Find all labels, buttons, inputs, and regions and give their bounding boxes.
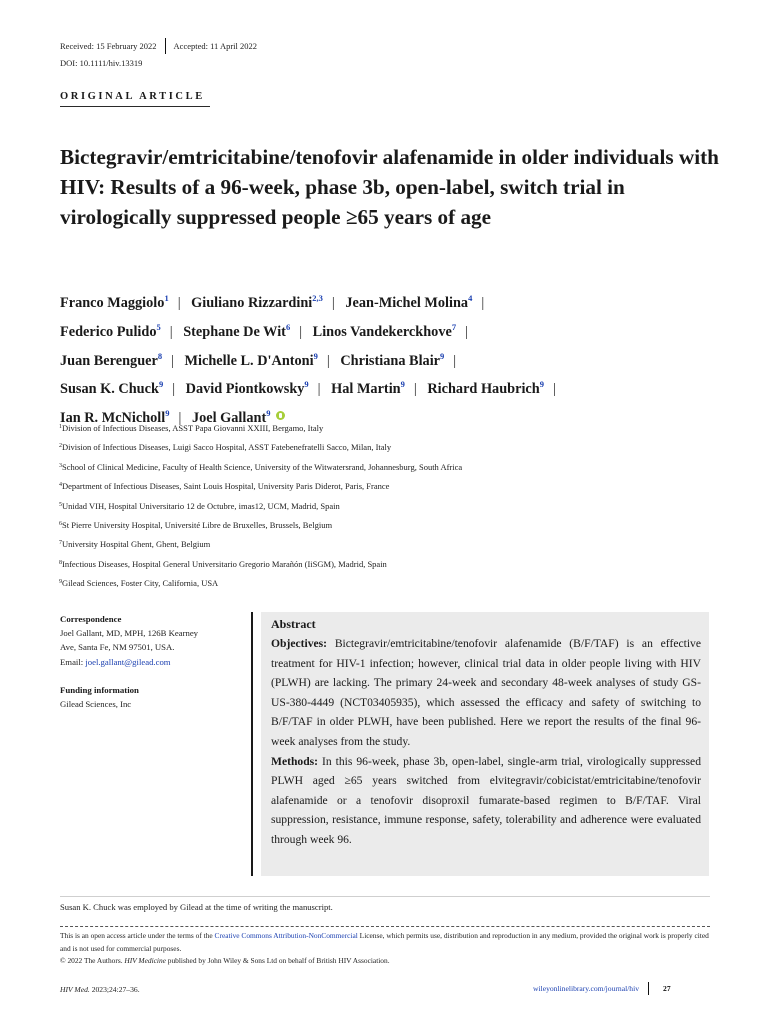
author-line: Susan K. Chuck$^9$ | David Piontkowsky$^9$ | Hal Martin$^9$ | Richard Haubrich$^9$ |: [60, 379, 556, 398]
author-name[interactable]: Hal Martin: [331, 381, 401, 398]
funding-text: Gilead Sciences, Inc: [60, 699, 132, 710]
author-line: Juan Berenguer$^8$ | Michelle L. D'Antoni$^9$ | Christiana Blair$^9$ |: [60, 350, 457, 369]
accepted-date: Accepted: 11 April 2022: [173, 41, 258, 51]
affiliation-ref[interactable]: 9: [440, 350, 445, 361]
abstract-heading: Abstract: [271, 617, 316, 631]
affiliation-item: $^8$Infectious Diseases, Hospital General Universitario Gregorio Marañón (IiSGM), Madrid, Spain: [59, 558, 387, 569]
affiliation-ref[interactable]: 9: [313, 350, 318, 361]
affiliation-item: $^3$School of Clinical Medicine, Faculty of Health Science, University of the Witwatersrand, Johannesburg, South Africa: [59, 461, 463, 472]
header-divider: [165, 38, 166, 54]
author-name[interactable]: Linos Vandekerckhove: [312, 323, 452, 340]
article-dates: [60, 38, 257, 68]
affiliation-ref[interactable]: 9: [539, 379, 544, 390]
affiliation-ref[interactable]: 1: [164, 293, 169, 303]
author-name[interactable]: Giuliano Rizzardini: [191, 295, 313, 311]
affiliation-ref[interactable]: 9: [165, 408, 170, 419]
abstract-methods: Methods: In this 96-week, phase 3b, open-label, single-arm trial, virologically suppressed PLWH aged ≥65 years switched from elvitegravir/cobicistat/emtricitabine/tenofovir alafenamide or a tenofovir disoproxil fumarate-based regimen to B/F/TAF. Viral suppression, resistance, immune response, safety, tolerability and adherence were evaluated through week 96.: [271, 754, 701, 846]
abstract-divider: [251, 612, 253, 876]
abstract-objectives: Objectives: Bictegravir/emtricitabine/tenofovir alafenamide (B/F/TAF) is an effective treatment for HIV-1 infection; however, clinical trial data in older people living with HIV (PLWH) are lacking. The primary 24-week and secondary 48-week analyses of study GS-US-380-4449 (NCT03405935), which assessed the efficacy and safety of switching to B/F/TAF in older PLWH, have been published. Here we report the results of the final 96-week analyses from the study.: [271, 637, 701, 748]
author-name[interactable]: Ian R. McNicholl: [60, 410, 166, 427]
funding-heading: Funding information: [60, 684, 139, 695]
license-notice: This is an open access article under the terms of the Creative Commons Attribution-NonCommercial License, which permits use, distribution and reproduction in any medium, provided the original work is properly cited and is not used for commercial purposes. © 2022 The Authors. HIV Medicine published by John Wiley & Sons Ltd on behalf of British HIV Association.: [60, 931, 709, 966]
affiliation-ref[interactable]: 6: [285, 321, 291, 332]
author-line: Franco Maggiolo$^1$ | Giuliano Rizzardini$^{2,3}$ | Jean-Michel Molina$^4$ |: [60, 293, 485, 311]
author-list: [60, 287, 720, 431]
author-name[interactable]: Jean-Michel Molina: [345, 295, 469, 311]
affiliation-item: $^5$Unidad VIH, Hospital Universitario 12 de Octubre, imas12, UCM, Madrid, Spain: [59, 500, 340, 511]
author-name[interactable]: Christiana Blair: [340, 352, 441, 369]
affiliation-item: $^4$Department of Infectious Diseases, Saint Louis Hospital, University Paris Diderot, Paris, France: [59, 481, 390, 492]
license-link[interactable]: Creative Commons Attribution-NonCommercial: [214, 931, 358, 940]
journal-citation: HIV Med. 2023;24:27–36.: [60, 985, 140, 994]
affiliation-item: $^2$Division of Infectious Diseases, Luigi Sacco Hospital, ASST Fatebenefratelli Sacco, Milan, Italy: [59, 442, 392, 453]
correspondence-panel: [60, 612, 245, 711]
article-type-label: ORIGINAL ARTICLE: [60, 91, 205, 102]
author-name[interactable]: Stephane De Wit: [183, 323, 286, 340]
footnote-rule: [60, 896, 710, 897]
author-name[interactable]: Juan Berenguer: [60, 352, 158, 369]
employment-footnote: Susan K. Chuck was employed by Gilead at the time of writing the manuscript.: [60, 902, 333, 912]
affiliation-ref[interactable]: 9: [158, 379, 164, 390]
affiliation-ref[interactable]: 8: [157, 350, 163, 361]
correspondence-address: Ave, Santa Fe, NM 97501, USA.: [60, 642, 175, 653]
affiliation-ref[interactable]: 4: [468, 293, 473, 303]
page-footer: [533, 982, 671, 995]
affiliation-ref[interactable]: 5: [156, 321, 161, 332]
author-name[interactable]: Federico Pulido: [60, 323, 157, 340]
author-name[interactable]: Franco Maggiolo: [60, 295, 165, 311]
affiliation-list: [59, 418, 719, 593]
correspondence-heading: Correspondence: [60, 614, 122, 624]
email-link[interactable]: joel.gallant@gilead.com: [85, 656, 171, 667]
affiliation-ref[interactable]: 7: [451, 321, 457, 332]
page-number: 27: [663, 984, 671, 993]
affiliation-ref[interactable]: 9: [266, 408, 271, 419]
author-line: Ian R. McNicholl$^9$ | Joel Gallant$^9$: [60, 402, 720, 431]
doi[interactable]: DOI: 10.1111/hiv.13319: [60, 58, 143, 68]
correspondence-address: Joel Gallant, MD, MPH, 126B Kearney: [60, 628, 199, 639]
author-name[interactable]: Michelle L. D'Antoni: [184, 352, 314, 369]
affiliation-item: $^9$Gilead Sciences, Foster City, California, USA: [59, 578, 219, 589]
footer-divider: [648, 982, 649, 995]
author-name[interactable]: Richard Haubrich: [427, 381, 540, 398]
correspondence-email-row: Email: joel.gallant@gilead.com: [60, 656, 171, 667]
author-name[interactable]: David Piontkowsky: [185, 381, 305, 398]
affiliation-ref[interactable]: 2,3: [312, 293, 323, 303]
affiliation-item: $^6$St Pierre University Hospital, Université Libre de Bruxelles, Brussels, Belgium: [59, 520, 333, 531]
article-title: Bictegravir/emtricitabine/tenofovir alafenamide in older individuals with HIV: Results of a 96-week, phase 3b, open-label, switch trial in virologically suppressed people ≥65 years of age: [60, 145, 719, 229]
received-date: Received: 15 February 2022: [60, 41, 157, 51]
affiliation-item: $^7$University Hospital Ghent, Ghent, Belgium: [59, 539, 211, 550]
author-name[interactable]: Joel Gallant: [191, 410, 267, 427]
affiliation-ref[interactable]: 9: [304, 379, 309, 390]
affiliation-item: $^1$Division of Infectious Diseases, ASST Papa Giovanni XXIII, Bergamo, Italy: [59, 423, 324, 433]
affiliation-ref[interactable]: 9: [400, 379, 405, 390]
license-rule: [60, 926, 710, 927]
journal-url-link[interactable]: wileyonlinelibrary.com/journal/hiv: [533, 984, 640, 993]
author-line: Federico Pulido$^5$ | Stephane De Wit$^6$ | Linos Vandekerckhove$^7$ |: [60, 321, 468, 340]
abstract-box: [261, 612, 709, 876]
author-name[interactable]: Susan K. Chuck: [60, 381, 159, 398]
article-type-underline: [60, 106, 210, 107]
